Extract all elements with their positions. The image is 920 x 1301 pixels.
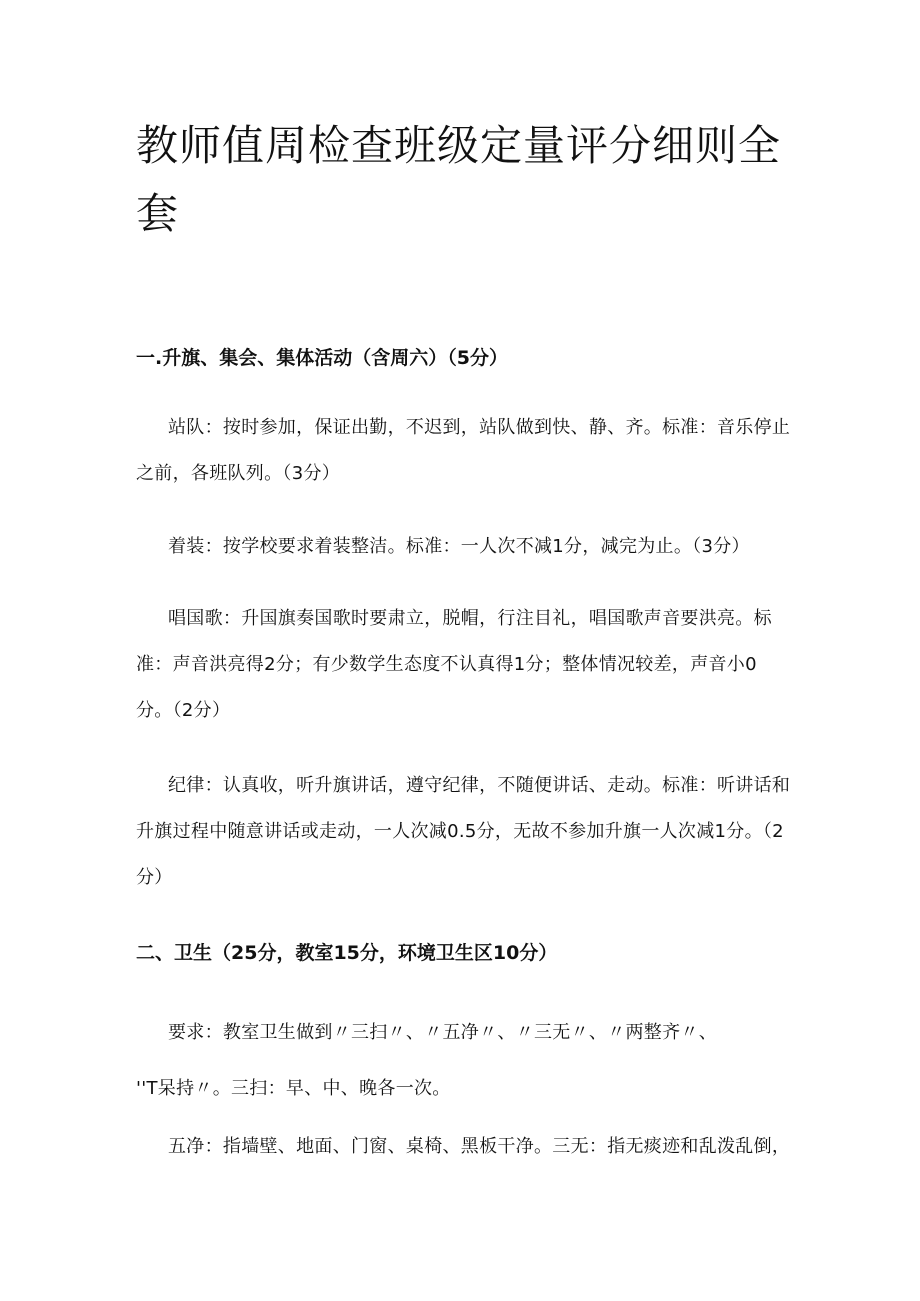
paragraph-anthem: 唱国歌：升国旗奏国歌时要肃立，脱帽，行注目礼，唱国歌声音要洪亮。标准：声音洪亮得2分；有少数学生态度不认真得1分；整体情况较差，声音小0分。（2分） [136, 608, 772, 721]
requirement-line-1: 要求：教室卫生做到〃三扫〃、〃五净〃、〃三无〃、〃两整齐〃、 [168, 1022, 717, 1043]
five-clean-line: 五净：指墙壁、地面、门窗、桌椅、黑板干净。三无：指无痰迹和乱泼乱倒， [168, 1136, 791, 1157]
paragraph-dress: 着装：按学校要求着装整洁。标准：一人次不减1分，减完为止。（3分） [168, 536, 750, 557]
paragraph-standing: 站队：按时参加，保证出勤，不迟到，站队做到快、静、齐。标准：音乐停止之前，各班队列。（3分） [136, 417, 791, 484]
section-heading-2: 二、卫生（25分，教室15分，环境卫生区10分） [136, 942, 558, 964]
requirement-line-2: ''T呆持〃。三扫：早、中、晚各一次。 [136, 1078, 451, 1099]
document-title: 教师值周检查班级定量评分细则全套 [136, 121, 782, 238]
paragraph-discipline: 纪律：认真收，听升旗讲话，遵守纪律，不随便讲话、走动。标准：听讲话和升旗过程中随意讲话或走动，一人次减0.5分，无故不参加升旗一人次减1分。（2分） [136, 775, 791, 888]
section-heading-1: 一.升旗、集会、集体活动（含周六）（5分） [136, 347, 508, 369]
